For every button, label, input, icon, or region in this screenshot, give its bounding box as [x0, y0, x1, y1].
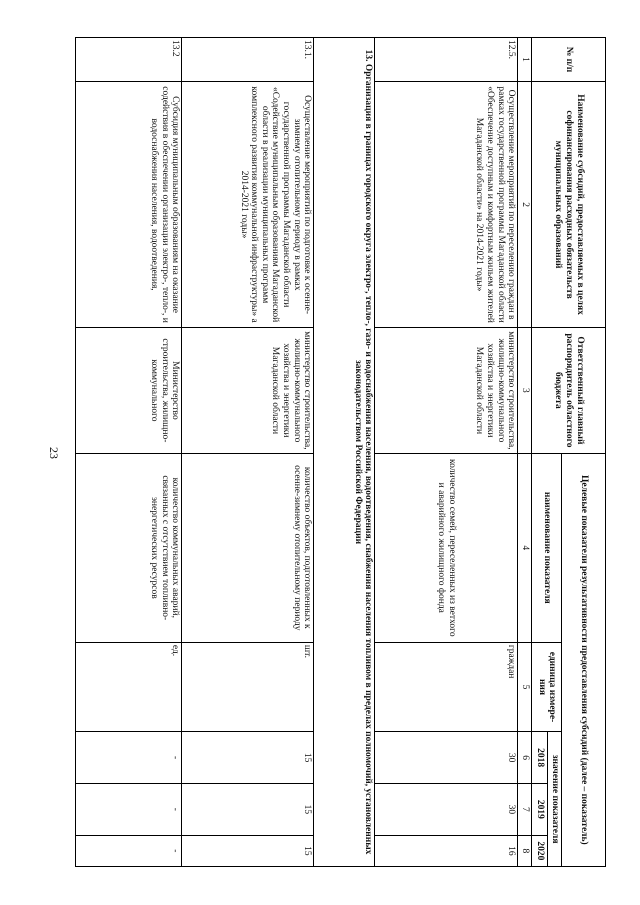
table-row	[182, 38, 314, 867]
row-indicator: количество семей, переселенных из ветхого и аварийного жилищного фонда	[375, 453, 518, 642]
header-year-2020: 2020	[532, 835, 548, 866]
row-value-2018: 30	[375, 732, 518, 784]
header-administrator: Ответственный главный распорядитель областного бюджета	[532, 328, 606, 454]
row-unit: шт.	[182, 642, 314, 731]
column-index-row	[518, 38, 532, 867]
header-year-2019: 2019	[532, 783, 548, 835]
table-row	[375, 38, 518, 867]
row-value-2020: 15	[182, 835, 314, 866]
row-num: 13.1.	[182, 38, 314, 82]
subsidies-table	[75, 37, 606, 867]
row-num: 13.2	[76, 38, 182, 82]
header-year-2018: 2018	[532, 732, 548, 784]
row-value-2019: 15	[182, 783, 314, 835]
column-index: 7	[518, 783, 532, 835]
header-row-1	[562, 38, 606, 867]
column-index: 3	[518, 328, 532, 454]
section-title: 13. Организация в границах городского округа электро-, тепло-, газо- и водоснабжения населения, водоотведения, снабжения населения топливом в пределах полномочий, установленных законодательством Российской Федерации	[314, 38, 375, 867]
column-index: 5	[518, 642, 532, 731]
table-row	[76, 38, 182, 867]
column-index: 4	[518, 453, 532, 642]
column-index: 2	[518, 82, 532, 328]
row-subsidy-name: Осуществление мероприятий по подготовке к осенне-зимнему отопительному периоду в рамках государственной программы Магаданской области «Содействие муниципальным образованиям Магаданской области в реализации муниципальных программ комплексного развития коммунальной инфраструктуры» а 2014-2021 годы»	[182, 82, 314, 328]
header-num: № п/п	[532, 38, 606, 82]
section-row	[314, 38, 375, 867]
row-indicator: количество объектов, подготовленных к осенне-зимнему отопительному периоду	[182, 453, 314, 642]
row-subsidy-name: Субсидия муниципальным образованиям на оказание содействия в обеспечении организации электро-, тепло-, и водоснабжения населения, водоотведения,	[76, 82, 182, 328]
row-administrator: министерство строительства, жилищно-коммунального хозяйства и энергетики Магаданской области	[375, 328, 518, 454]
header-unit: единица измере-ния	[532, 642, 562, 731]
row-value-2019: -	[76, 783, 182, 835]
page-number: 23	[47, 447, 61, 459]
row-value-2018: 15	[182, 732, 314, 784]
row-value-2020: -	[76, 835, 182, 866]
column-index: 1	[518, 38, 532, 82]
row-unit: граждан	[375, 642, 518, 731]
row-administrator: министерство строительства, жилищно-коммунального хозяйства и энергетики Магаданской области	[182, 328, 314, 454]
row-indicator: количество коммунальных аварий, связанных с отсутствием топливно-энергетических ресурсов	[76, 453, 182, 642]
column-index: 6	[518, 732, 532, 784]
row-value-2019: 30	[375, 783, 518, 835]
header-indicator-name: наименование показателя	[532, 453, 562, 642]
row-value-2018: -	[76, 732, 182, 784]
header-subsidy-name: Наименование субсидий, предоставляемых в целях софинансирования расходных обязательств муниципальных образований	[532, 82, 606, 328]
rotated-table-container	[77, 37, 606, 867]
row-num: 12.5.	[375, 38, 518, 82]
row-administrator: Министерство строительства, жилищно-коммунального	[76, 328, 182, 454]
table-canvas	[77, 37, 606, 867]
row-subsidy-name: Осуществление мероприятий по переселению граждан в рамках государственной программы Магаданской области «Обеспечение доступным и комфортным жильем жителей Магаданской области» на 2014-2021 годы»	[375, 82, 518, 328]
row-value-2020: 16	[375, 835, 518, 866]
row-unit: ед.	[76, 642, 182, 731]
header-targets: Целевые показатели результативности предоставления субсидий (далее – показатель)	[562, 453, 606, 866]
column-index: 8	[518, 835, 532, 866]
header-value: значение показателя	[548, 732, 562, 867]
